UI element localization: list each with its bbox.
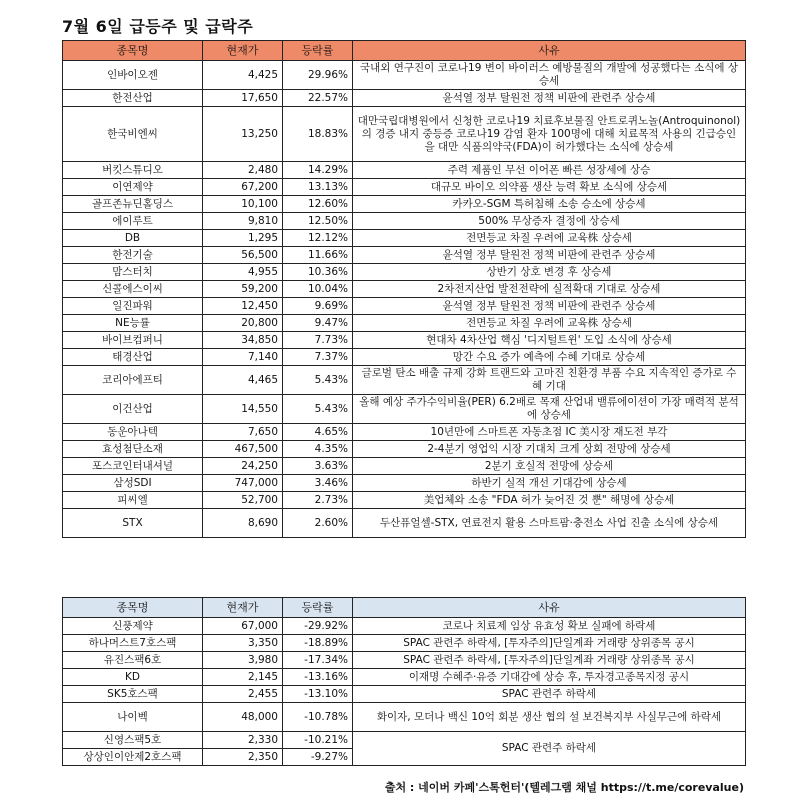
stock-price: 2,455 — [203, 686, 283, 703]
stock-name: 버킷스튜디오 — [63, 162, 203, 179]
stock-name: 코리아에프티 — [63, 366, 203, 395]
stock-name: 신영스팩5호 — [63, 732, 203, 749]
stock-price: 14,550 — [203, 395, 283, 424]
stock-price: 67,000 — [203, 618, 283, 635]
stock-name: 태경산업 — [63, 349, 203, 366]
stock-price: 52,700 — [203, 492, 283, 509]
header-price: 현재가 — [203, 598, 283, 618]
stock-price: 67,200 — [203, 179, 283, 196]
stock-reason: SPAC 관련주 하락세, [투자주의]단일계좌 거래량 상위종목 공시 — [353, 635, 746, 652]
table-row — [63, 395, 746, 424]
stock-price: 467,500 — [203, 441, 283, 458]
stock-name: 에이루트 — [63, 213, 203, 230]
stock-reason: 대만국립대병원에서 신청한 코로나19 치료후보물질 안트로퀴노놀(Antroquinonol)의 경증 내지 중등증 코로나19 감염 환자 100명에 대해 치료목적 사용의 긴급승인을 대만 식품의약국(FDA)이 허가했다는 소식에 상승세 — [353, 107, 746, 162]
stock-rate: 12.50% — [283, 213, 353, 230]
stock-rate: -9.27% — [283, 749, 353, 766]
stock-reason: 코로나 치료제 임상 유효성 확보 실패에 하락세 — [353, 618, 746, 635]
table-row — [63, 458, 746, 475]
stock-reason: 2-4분기 영업익 시장 기대치 크게 상회 전망에 상승세 — [353, 441, 746, 458]
stock-rate: 7.37% — [283, 349, 353, 366]
stock-price: 59,200 — [203, 281, 283, 298]
table-row — [63, 61, 746, 90]
stock-name: 이건산업 — [63, 395, 203, 424]
stock-price: 4,955 — [203, 264, 283, 281]
stock-rate: 3.63% — [283, 458, 353, 475]
stock-name: SK5호스팩 — [63, 686, 203, 703]
stock-reason: 국내외 연구진이 코로나19 변이 바이러스 예방물질의 개발에 성공했다는 소식에 상승세 — [353, 61, 746, 90]
stock-rate: -10.21% — [283, 732, 353, 749]
stock-price: 48,000 — [203, 703, 283, 732]
table-row — [63, 424, 746, 441]
header-name: 종목명 — [63, 41, 203, 61]
stock-price: 1,295 — [203, 230, 283, 247]
stock-reason: 망간 수요 증가 예측에 수혜 기대로 상승세 — [353, 349, 746, 366]
stock-rate: 4.65% — [283, 424, 353, 441]
stock-price: 17,650 — [203, 90, 283, 107]
header-reason: 사유 — [353, 598, 746, 618]
stock-reason: SPAC 관련주 하락세 — [353, 686, 746, 703]
table-row — [63, 162, 746, 179]
stock-rate: 3.46% — [283, 475, 353, 492]
stock-price: 7,650 — [203, 424, 283, 441]
stock-rate: 11.66% — [283, 247, 353, 264]
table-row — [63, 349, 746, 366]
table-row — [63, 196, 746, 213]
table-row — [63, 315, 746, 332]
stock-rate: -17.34% — [283, 652, 353, 669]
plunge-table — [62, 597, 746, 766]
table-row — [63, 618, 746, 635]
stock-rate: 29.96% — [283, 61, 353, 90]
header-price: 현재가 — [203, 41, 283, 61]
stock-price: 747,000 — [203, 475, 283, 492]
stock-rate: 18.83% — [283, 107, 353, 162]
table-row — [63, 669, 746, 686]
stock-rate: 2.73% — [283, 492, 353, 509]
stock-reason: 글로벌 탄소 배출 규제 강화 트랜드와 고마진 친환경 부품 수요 지속적인 증가로 수혜 기대 — [353, 366, 746, 395]
stock-name: 나이벡 — [63, 703, 203, 732]
table-row — [63, 441, 746, 458]
stock-rate: 22.57% — [283, 90, 353, 107]
stock-price: 56,500 — [203, 247, 283, 264]
table-row — [63, 652, 746, 669]
stock-price: 12,450 — [203, 298, 283, 315]
table-row — [63, 475, 746, 492]
stock-rate: -13.10% — [283, 686, 353, 703]
stock-price: 7,140 — [203, 349, 283, 366]
stock-name: 효성첨단소재 — [63, 441, 203, 458]
stock-reason: 올해 예상 주가수익비율(PER) 6.2배로 목재 산업내 밸류에이션이 가장 매력적 분석에 상승세 — [353, 395, 746, 424]
stock-name: 한전기술 — [63, 247, 203, 264]
table-row — [63, 732, 746, 749]
source-note: 출처 : 네이버 카페'스톡헌터'(텔레그램 채널 https://t.me/corevalue) — [384, 781, 744, 794]
stock-name: 하나머스트7호스팩 — [63, 635, 203, 652]
stock-rate: 7.73% — [283, 332, 353, 349]
stock-name: 인바이오젠 — [63, 61, 203, 90]
table-row — [63, 298, 746, 315]
stock-price: 2,330 — [203, 732, 283, 749]
stock-price: 3,350 — [203, 635, 283, 652]
stock-price: 10,100 — [203, 196, 283, 213]
stock-name: 맘스터치 — [63, 264, 203, 281]
stock-rate: 13.13% — [283, 179, 353, 196]
stock-rate: 14.29% — [283, 162, 353, 179]
stock-reason: 500% 무상증자 결정에 상승세 — [353, 213, 746, 230]
stock-rate: 9.47% — [283, 315, 353, 332]
header-name: 종목명 — [63, 598, 203, 618]
stock-name: 상상인이안제2호스팩 — [63, 749, 203, 766]
table-row — [63, 332, 746, 349]
stock-name: 삼성SDI — [63, 475, 203, 492]
stock-name: 한국비엔씨 — [63, 107, 203, 162]
stock-reason: 전면등교 차질 우려에 교육株 상승세 — [353, 315, 746, 332]
stock-price: 4,425 — [203, 61, 283, 90]
stock-rate: 5.43% — [283, 366, 353, 395]
stock-name: STX — [63, 509, 203, 538]
stock-reason: 현대차 4차산업 핵심 '디지털트윈' 도입 소식에 상승세 — [353, 332, 746, 349]
stock-rate: 12.12% — [283, 230, 353, 247]
stock-reason: 전면등교 차질 우려에 교육株 상승세 — [353, 230, 746, 247]
stock-price: 2,480 — [203, 162, 283, 179]
stock-price: 2,350 — [203, 749, 283, 766]
page-title: 7월 6일 급등주 및 급락주 — [62, 17, 254, 36]
table-row — [63, 703, 746, 732]
stock-rate: -10.78% — [283, 703, 353, 732]
stock-name: NE능률 — [63, 315, 203, 332]
table-row — [63, 247, 746, 264]
stock-name: 신콜에스이씨 — [63, 281, 203, 298]
stock-price: 8,690 — [203, 509, 283, 538]
stock-reason: 카카오-SGM 특허침해 소송 승소에 상승세 — [353, 196, 746, 213]
table-row — [63, 213, 746, 230]
header-rate: 등락률 — [283, 598, 353, 618]
stock-reason: 10년만에 스마트폰 자동초점 IC 美시장 재도전 부각 — [353, 424, 746, 441]
surge-header-row — [63, 41, 746, 61]
stock-reason: 윤석열 정부 탈원전 정책 비판에 관련주 상승세 — [353, 90, 746, 107]
stock-name: 골프존뉴딘홀딩스 — [63, 196, 203, 213]
stock-reason: SPAC 관련주 하락세, [투자주의]단일계좌 거래량 상위종목 공시 — [353, 652, 746, 669]
stock-price: 4,465 — [203, 366, 283, 395]
stock-price: 3,980 — [203, 652, 283, 669]
stock-price: 20,800 — [203, 315, 283, 332]
stock-reason: 상반기 상호 변경 후 상승세 — [353, 264, 746, 281]
stock-price: 2,145 — [203, 669, 283, 686]
stock-name: 피씨엘 — [63, 492, 203, 509]
surge-table — [62, 40, 746, 538]
stock-rate: 2.60% — [283, 509, 353, 538]
stock-reason: 美업체와 소송 "FDA 허가 늦어진 것 뿐" 해명에 상승세 — [353, 492, 746, 509]
stock-reason: 이재명 수혜주·유증 기대감에 상승 후, 투자경고종목지정 공시 — [353, 669, 746, 686]
stock-reason: 하반기 실적 개선 기대감에 상승세 — [353, 475, 746, 492]
table-row — [63, 90, 746, 107]
stock-rate: 10.36% — [283, 264, 353, 281]
stock-rate: 12.60% — [283, 196, 353, 213]
stock-name: 동운아나텍 — [63, 424, 203, 441]
table-row — [63, 686, 746, 703]
stock-name: DB — [63, 230, 203, 247]
stock-reason: 두산퓨얼셀-STX, 연료전지 활용 스마트팜·충전소 사업 진출 소식에 상승세 — [353, 509, 746, 538]
stock-reason: 주력 제품인 무선 이어폰 빠른 성장세에 상승 — [353, 162, 746, 179]
stock-reason: 윤석열 정부 탈원전 정책 비판에 관련주 상승세 — [353, 247, 746, 264]
stock-rate: 10.04% — [283, 281, 353, 298]
stock-rate: -13.16% — [283, 669, 353, 686]
stock-price: 34,850 — [203, 332, 283, 349]
stock-rate: -18.89% — [283, 635, 353, 652]
table-row — [63, 230, 746, 247]
stock-reason: 화이자, 모더나 백신 10억 회분 생산 협의 설 보건복지부 사실무근에 하락세 — [353, 703, 746, 732]
stock-reason: 대규모 바이오 의약품 생산 능력 확보 소식에 상승세 — [353, 179, 746, 196]
stock-name: 유진스팩6호 — [63, 652, 203, 669]
stock-reason: 윤석열 정부 탈원전 정책 비판에 관련주 상승세 — [353, 298, 746, 315]
table-row — [63, 264, 746, 281]
stock-name: 포스코인터내셔널 — [63, 458, 203, 475]
table-row — [63, 492, 746, 509]
table-row — [63, 179, 746, 196]
stock-reason: 2분기 호실적 전망에 상승세 — [353, 458, 746, 475]
stock-name: 바이브컴퍼니 — [63, 332, 203, 349]
stock-rate: 9.69% — [283, 298, 353, 315]
stock-rate: 4.35% — [283, 441, 353, 458]
stock-reason: SPAC 관련주 하락세 — [353, 732, 746, 766]
table-row — [63, 366, 746, 395]
table-row — [63, 635, 746, 652]
header-reason: 사유 — [353, 41, 746, 61]
stock-name: 신풍제약 — [63, 618, 203, 635]
plunge-header-row — [63, 598, 746, 618]
stock-name: 한전산업 — [63, 90, 203, 107]
stock-reason: 2차전지산업 발전전략에 실적확대 기대로 상승세 — [353, 281, 746, 298]
stock-price: 13,250 — [203, 107, 283, 162]
stock-price: 24,250 — [203, 458, 283, 475]
stock-rate: -29.92% — [283, 618, 353, 635]
stock-name: KD — [63, 669, 203, 686]
table-row — [63, 509, 746, 538]
stock-name: 일진파워 — [63, 298, 203, 315]
header-rate: 등락률 — [283, 41, 353, 61]
stock-name: 이연제약 — [63, 179, 203, 196]
table-row — [63, 281, 746, 298]
stock-price: 9,810 — [203, 213, 283, 230]
stock-rate: 5.43% — [283, 395, 353, 424]
table-row — [63, 107, 746, 162]
